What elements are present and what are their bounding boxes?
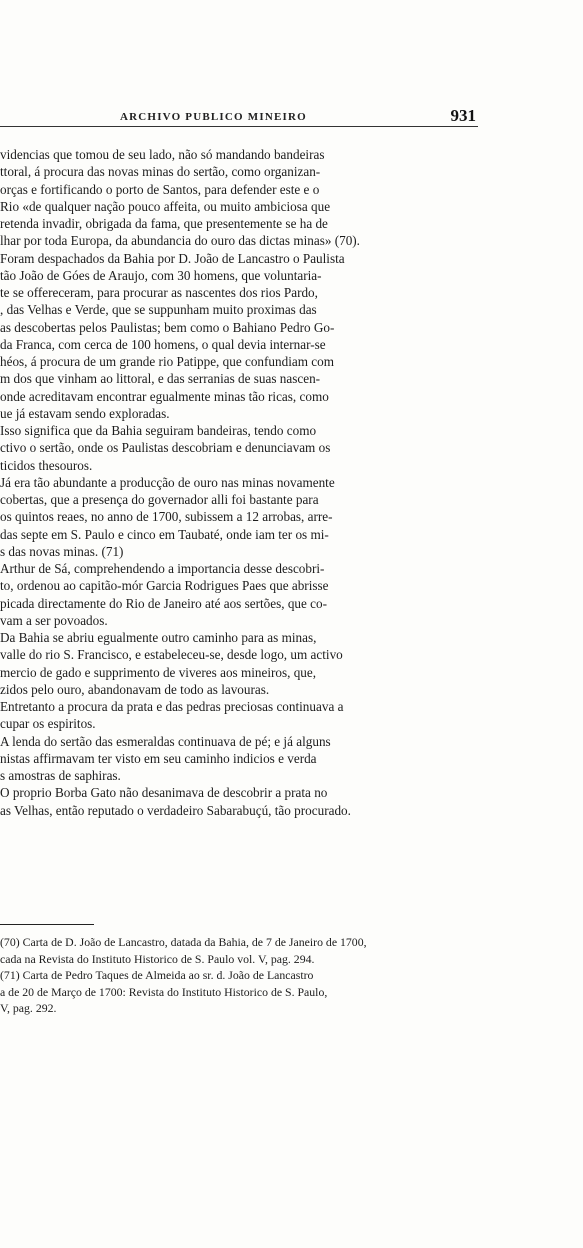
text-line: Entretanto a procura da prata e das pedras preciosas continuava a — [0, 699, 344, 714]
text-line: ticidos thesouros. — [0, 457, 93, 473]
footnote-line: V, pag. 292. — [0, 1001, 57, 1015]
text-line: onde acreditavam encontrar egualmente minas tão ricas, como — [0, 388, 329, 404]
footnote-line: cada na Revista do Instituto Historico de S. Paulo vol. V, pag. 294. — [0, 951, 315, 966]
text-line: ue já estavam sendo exploradas. — [0, 405, 170, 421]
text-line: as descobertas pelos Paulistas; bem como o Bahiano Pedro Go- — [0, 319, 335, 335]
text-line: Já era tão abundante a producção de ouro nas minas novamente — [0, 474, 335, 490]
text-line: , das Velhas e Verde, que se suppunham muito proximas das — [0, 302, 317, 318]
footnote-line: a de 20 de Março de 1700: Revista do Instituto Historico de S. Paulo, — [0, 984, 328, 999]
text-line: cupar os espiritos. — [0, 716, 96, 732]
text-line: cobertas, que a presença do governador alli foi bastante para — [0, 492, 319, 507]
text-line: O proprio Borba Gato não desanimava de descobrir a prata no — [0, 785, 328, 801]
text-line: Arthur de Sá, comprehendendo a importancia desse descobri- — [0, 561, 325, 576]
text-line: vam a ser povoados. — [0, 612, 108, 628]
footnote-line: (70) Carta de D. João de Lancastro, datada da Bahia, de 7 de Janeiro de 1700, — [0, 935, 367, 949]
text-line: orças e fortificando o porto de Santos, para defender este e o — [0, 181, 320, 197]
footnote-rule — [0, 924, 94, 925]
text-line: retenda invadir, obrigada da fama, que presentemente se ha de — [0, 216, 328, 231]
text-line: ctivo o sertão, onde os Paulistas descobriam e denunciavam os — [0, 440, 331, 456]
text-line: videncias que tomou de seu lado, não só mandando bandeiras — [0, 147, 325, 162]
text-line: nistas affirmavam ter visto em seu caminho indicios e verda — [0, 750, 317, 766]
text-line: lhar por toda Europa, da abundancia do ouro das dictas minas» (70). — [0, 233, 360, 249]
text-line: das septe em S. Paulo e cinco em Taubaté, onde iam ter os mi- — [0, 526, 329, 542]
text-line: s amostras de saphiras. — [0, 768, 121, 783]
page-number: 931 — [450, 106, 476, 125]
text-line: Da Bahia se abriu egualmente outro caminho para as minas, — [0, 630, 317, 645]
text-line: zidos pelo ouro, abandonavam de todo as lavouras. — [0, 681, 270, 697]
text-line: s das novas minas. (71) — [0, 543, 124, 559]
text-line: tão João de Góes de Araujo, com 30 homens, que voluntaria- — [0, 267, 322, 283]
text-line: as Velhas, então reputado o verdadeiro Sabarabuçú, tão procurado. — [0, 802, 351, 818]
text-line: Isso significa que da Bahia seguiram bandeiras, tendo como — [0, 423, 317, 438]
text-line: A lenda do sertão das esmeraldas continuava de pé; e já alguns — [0, 733, 331, 749]
text-line: Rio «de qualquer nação pouco affeita, ou muito ambiciosa que — [0, 198, 331, 214]
text-line: héos, á procura de um grande rio Patippe, que confundiam com — [0, 354, 334, 369]
text-line: os quintos reaes, no anno de 1700, subissem a 12 arrobas, arre- — [0, 509, 333, 525]
text-line: m dos que vinham ao littoral, e das serranias de suas nascen- — [0, 371, 321, 387]
text-line: da Franca, com cerca de 100 homens, o qual devia internar-se — [0, 336, 326, 352]
body-text — [0, 146, 478, 819]
text-line: mercio de gado e supprimento de viveres aos mineiros, que, — [0, 664, 317, 680]
header-rule — [0, 126, 478, 127]
text-line: ttoral, á procura das novas minas do sertão, como organizan- — [0, 164, 321, 180]
text-line: valle do rio S. Francisco, e estabeleceu-se, desde logo, um activo — [0, 647, 343, 663]
footnote-line: (71) Carta de Pedro Taques de Almeida ao sr. d. João de Lancastro — [0, 968, 314, 982]
footnotes — [0, 934, 478, 1017]
text-line: picada directamente do Rio de Janeiro até aos sertões, que co- — [0, 595, 327, 611]
text-line: te se offereceram, para procurar as nascentes dos rios Pardo, — [0, 285, 318, 300]
text-line: to, ordenou ao capitão-mór Garcia Rodrigues Paes que abrisse — [0, 578, 329, 594]
text-line: Foram despachados da Bahia por D. João de Lancastro o Paulista — [0, 250, 345, 266]
running-title: ARCHIVO PUBLICO MINEIRO — [120, 111, 307, 123]
